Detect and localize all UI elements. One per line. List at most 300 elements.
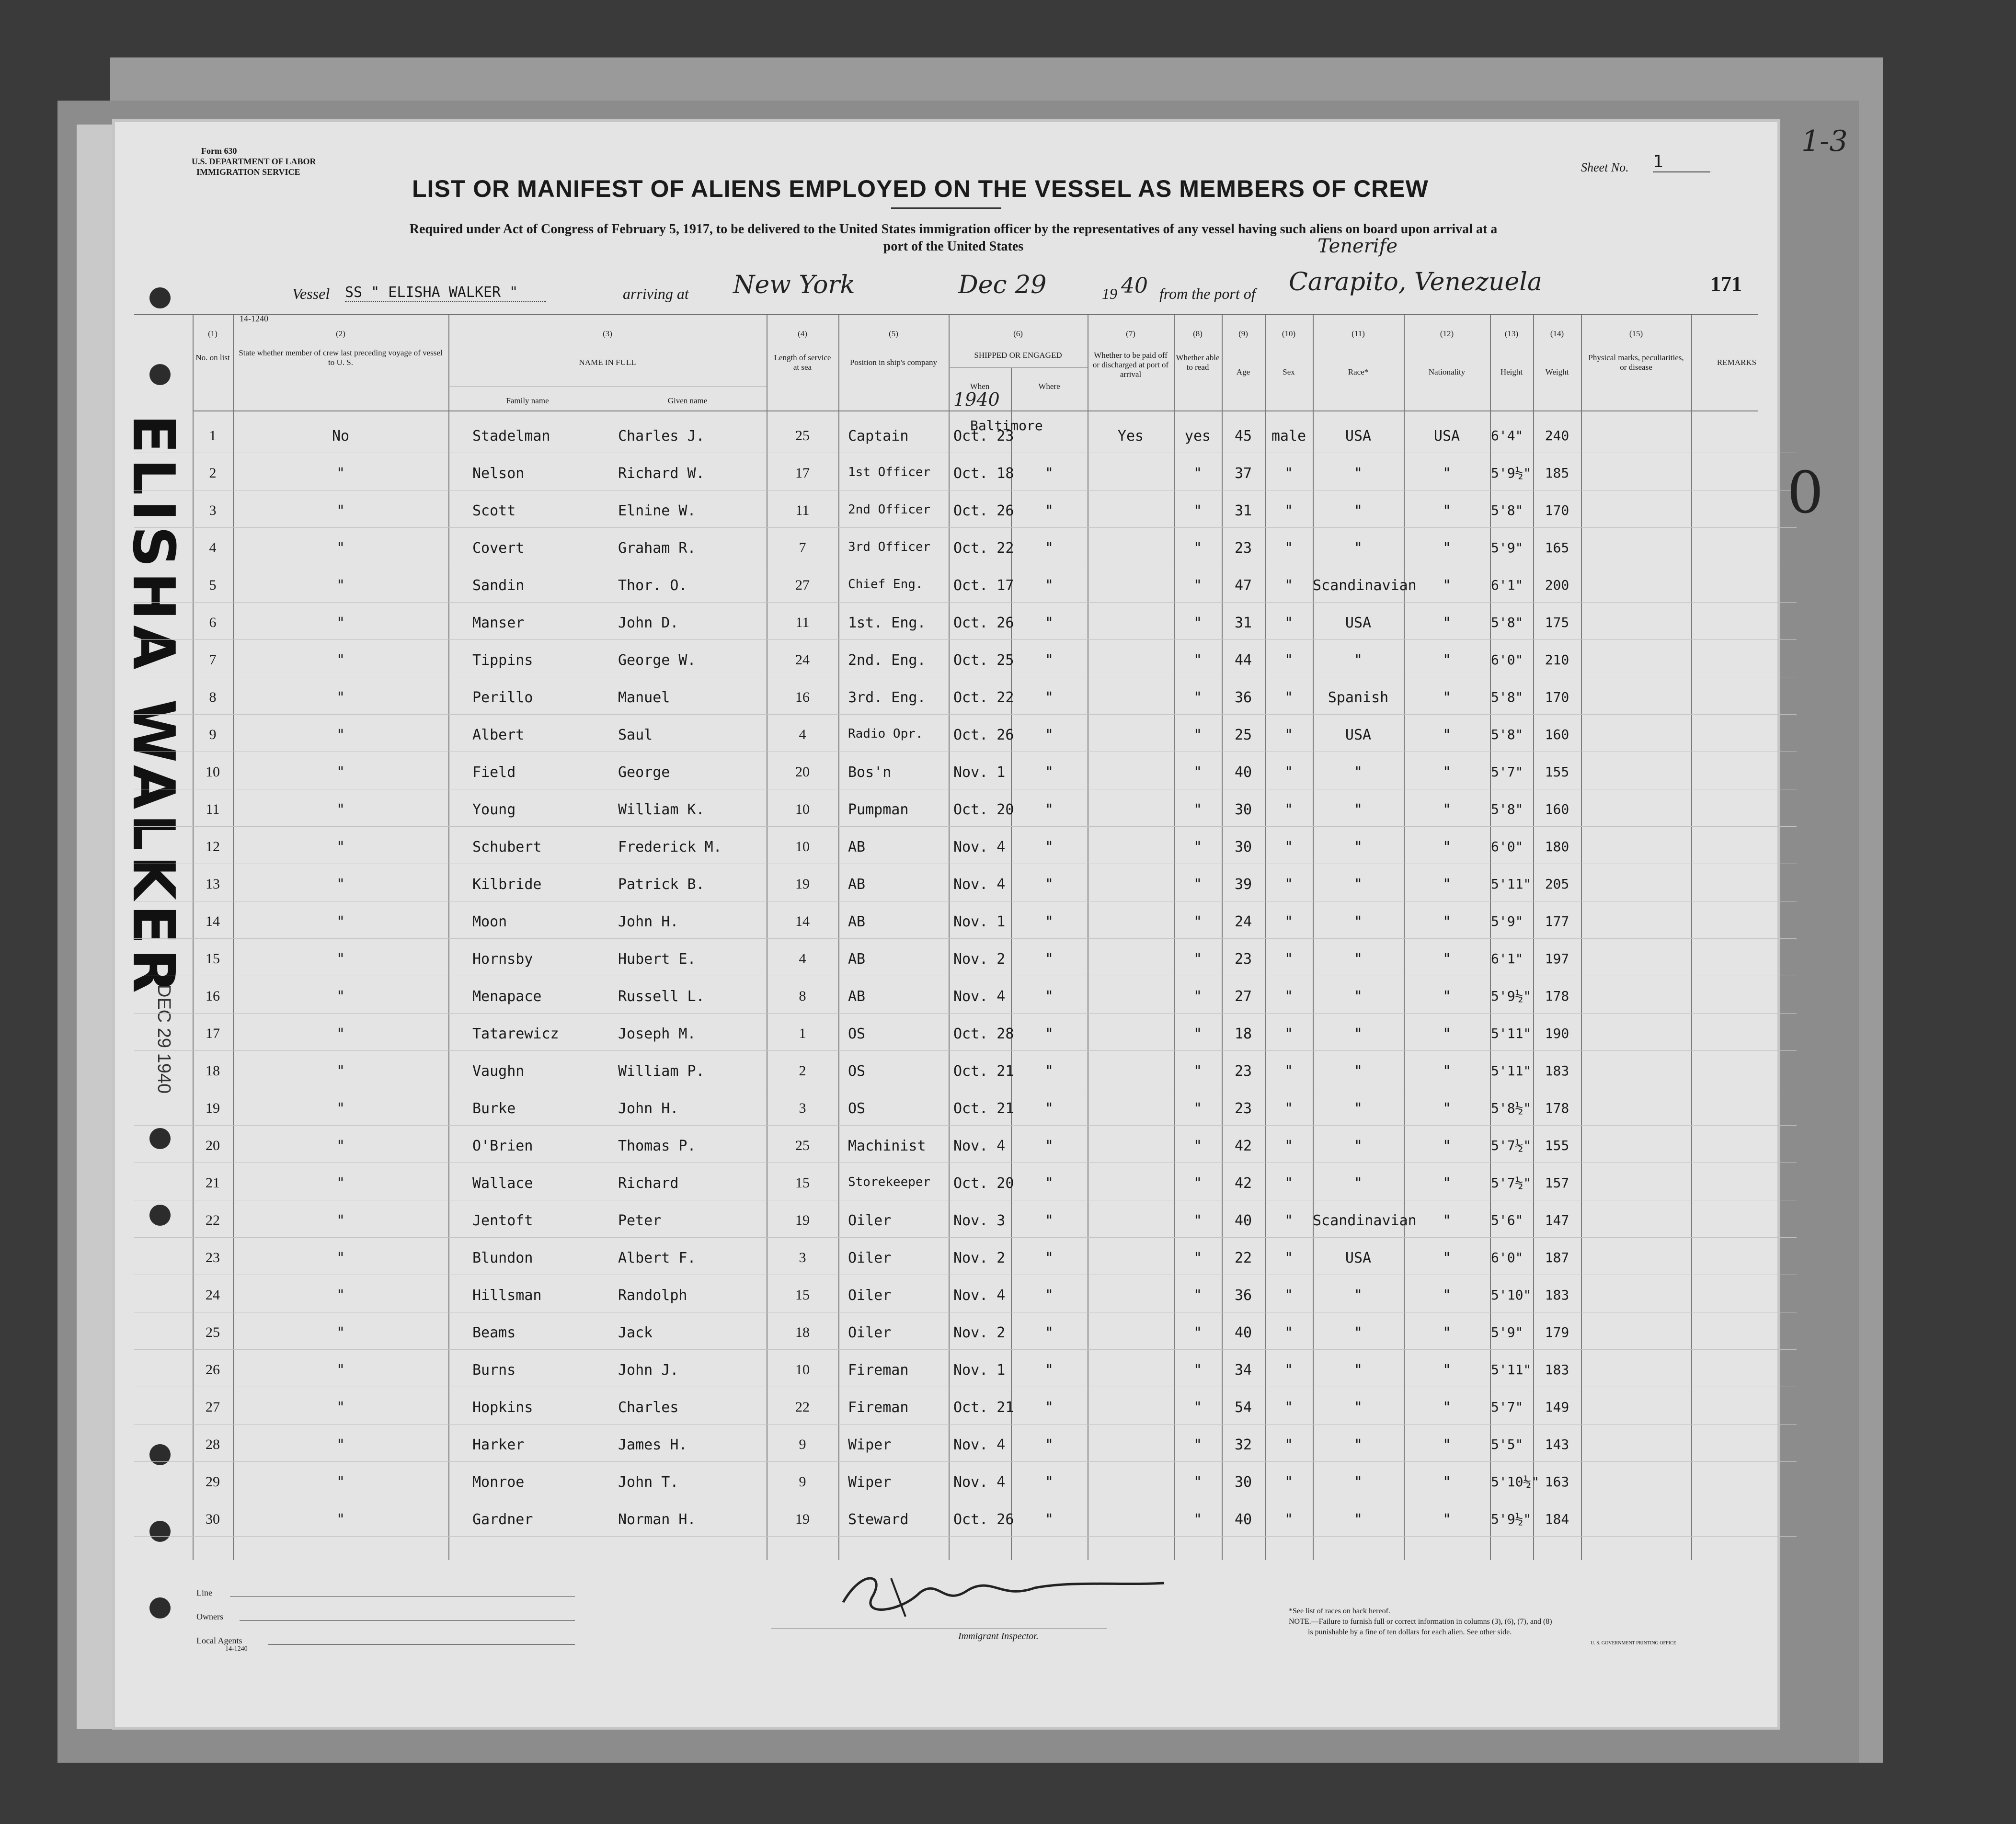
cell-weight: 143 (1545, 1436, 1569, 1452)
cell-read: " (1193, 577, 1203, 594)
cell-given: Richard W. (618, 465, 705, 482)
cell-position: OS (848, 1100, 866, 1117)
cell-age: 30 (1234, 839, 1252, 855)
cell-given: James H. (618, 1436, 687, 1453)
cell-prev: " (336, 1100, 345, 1117)
cell-prev: " (336, 1138, 345, 1154)
cell-sex: " (1284, 1324, 1294, 1341)
cell-sex: " (1284, 540, 1294, 557)
cell-age: 40 (1234, 764, 1252, 781)
table-row (134, 1013, 1797, 1051)
cell-race: Spanish (1328, 689, 1389, 706)
table-row (134, 1050, 1797, 1088)
cell-nat: USA (1433, 428, 1460, 445)
table-row (134, 1237, 1797, 1275)
printer-imprint: U. S. GOVERNMENT PRINTING OFFICE (1591, 1641, 1676, 1646)
cell-family: Burns (472, 1362, 516, 1379)
cell-nat: " (1442, 1511, 1452, 1528)
cell-position: Pumpman (848, 801, 909, 818)
cell-family: Burke (472, 1100, 516, 1117)
cell-position: Wiper (848, 1436, 892, 1453)
from-port-label: from the port of (1159, 285, 1256, 302)
cell-family: Tatarewicz (472, 1026, 559, 1042)
cell-age: 44 (1234, 652, 1252, 669)
cell-service: 3 (799, 1250, 806, 1265)
cell-sex: " (1284, 1138, 1294, 1154)
cell-nat: " (1442, 615, 1452, 631)
cell-given: Charles (618, 1399, 679, 1416)
cell-service: 4 (799, 727, 806, 742)
cell-height: 5'9" (1491, 1324, 1523, 1340)
cell-no: 23 (206, 1250, 220, 1265)
cell-no: 28 (206, 1436, 220, 1452)
cell-service: 10 (795, 839, 810, 855)
cell-when: Oct. 20 (953, 801, 1014, 818)
arriving-label: arriving at (623, 285, 689, 302)
line-label: Line (196, 1588, 212, 1597)
cell-prev: " (336, 652, 345, 669)
cell-service: 25 (795, 428, 810, 444)
cell-height: 5'7½" (1491, 1175, 1532, 1191)
cell-read: " (1193, 988, 1203, 1005)
cell-height: 5'8" (1491, 689, 1523, 705)
cell-weight: 178 (1545, 988, 1569, 1004)
cell-weight: 157 (1545, 1175, 1569, 1191)
cell-given: John J. (618, 1362, 679, 1379)
cell-weight: 177 (1545, 913, 1569, 929)
cell-race: " (1353, 1324, 1363, 1341)
page-title: LIST OR MANIFEST OF ALIENS EMPLOYED ON THE VESSEL AS MEMBERS OF CREW (412, 175, 1429, 202)
cell-race: " (1353, 652, 1363, 669)
cell-prev: " (336, 839, 345, 855)
cell-when: Oct. 22 (953, 689, 1014, 706)
cell-when: Nov. 1 (953, 913, 1006, 930)
cell-race: " (1353, 951, 1363, 968)
cell-service: 24 (795, 652, 810, 668)
cell-position: Storekeeper (848, 1175, 931, 1189)
cell-sex: " (1284, 876, 1294, 893)
cell-service: 1 (799, 1026, 806, 1041)
cell-given: John T. (618, 1474, 679, 1491)
cell-race: " (1353, 1287, 1363, 1304)
cell-sex: " (1284, 1511, 1294, 1528)
cell-age: 40 (1234, 1511, 1252, 1528)
cell-race: USA (1345, 428, 1372, 445)
cell-age: 31 (1234, 502, 1252, 519)
cell-read: " (1193, 1362, 1203, 1379)
cell-family: Hornsby (472, 951, 533, 968)
shipped-year: 1940 (953, 389, 1000, 410)
col-num-8: (8) (1193, 329, 1203, 338)
binder-hole (149, 287, 171, 308)
cell-family: Hillsman (472, 1287, 542, 1304)
cell-where: " (1044, 465, 1054, 482)
date-stamp: DEC 29 1940 (154, 984, 174, 1094)
cell-race: " (1353, 913, 1363, 930)
cell-weight: 197 (1545, 951, 1569, 967)
col-header-sex: Sex (1283, 367, 1295, 376)
cell-family: Young (472, 801, 516, 818)
cell-service: 4 (799, 951, 806, 967)
subtitle-line-2: port of the United States (883, 239, 1024, 254)
cell-given: Jack (618, 1324, 653, 1341)
col-header-paid-off: Whether to be paid off or discharged at port of arrival (1092, 351, 1169, 379)
col-num-6: (6) (1013, 329, 1023, 338)
cell-prev: No (332, 428, 350, 445)
cell-service: 2 (799, 1063, 806, 1079)
cell-read: " (1193, 1436, 1203, 1453)
cell-position: OS (848, 1063, 866, 1080)
handwritten-vessel-name: ELISHA WALKER (120, 414, 186, 998)
local-agents-code: 14-1240 (225, 1645, 248, 1653)
cell-age: 30 (1234, 801, 1252, 818)
cell-read: " (1193, 615, 1203, 631)
table-row (134, 826, 1797, 864)
manifest-sheet (115, 122, 1777, 1727)
cell-given: William P. (618, 1063, 705, 1080)
table-row (134, 565, 1797, 603)
cell-given: Thor. O. (618, 577, 687, 594)
cell-prev: " (336, 502, 345, 519)
cell-height: 6'1" (1491, 577, 1523, 593)
table-row (134, 1387, 1797, 1425)
cell-given: Albert F. (618, 1250, 696, 1266)
cell-prev: " (336, 951, 345, 968)
cell-where: " (1044, 1436, 1054, 1453)
corner-mark: 1-3 (1801, 125, 1848, 158)
cell-where: " (1044, 951, 1054, 968)
cell-weight: 160 (1545, 801, 1569, 817)
cell-service: 18 (795, 1324, 810, 1340)
cell-when: Oct. 20 (953, 1175, 1014, 1192)
col-header-previous-voyage: State whether member of crew last preceding voyage of vessel to U. S. (239, 348, 443, 367)
cell-when: Oct. 23 (953, 428, 1014, 445)
cell-age: 27 (1234, 988, 1252, 1005)
cell-no: 19 (206, 1100, 220, 1116)
cell-age: 37 (1234, 465, 1252, 482)
col-header-race: Race* (1348, 367, 1369, 376)
cell-height: 6'0" (1491, 839, 1523, 855)
cell-weight: 183 (1545, 1063, 1569, 1079)
cell-nat: " (1442, 1399, 1452, 1416)
cell-read: " (1193, 1212, 1203, 1229)
cell-service: 10 (795, 801, 810, 817)
cell-nat: " (1442, 502, 1452, 519)
cell-service: 8 (799, 988, 806, 1004)
form-code: 14-1240 (240, 314, 268, 323)
cell-age: 42 (1234, 1175, 1252, 1192)
inspector-label: Immigrant Inspector. (958, 1631, 1039, 1642)
cell-family: Jentoft (472, 1212, 533, 1229)
cell-height: 6'4" (1491, 428, 1523, 444)
note-races: *See list of races on back hereof. (1289, 1607, 1390, 1615)
cell-service: 3 (799, 1100, 806, 1116)
cell-height: 5'8" (1491, 502, 1523, 518)
cell-prev: " (336, 876, 345, 893)
table-row (134, 1088, 1797, 1126)
cell-prev: " (336, 1474, 345, 1491)
cell-no: 8 (209, 689, 217, 705)
service-label: IMMIGRATION SERVICE (196, 167, 300, 177)
cell-nat: " (1442, 1250, 1452, 1266)
cell-prev: " (336, 1287, 345, 1304)
cell-family: Wallace (472, 1175, 533, 1192)
cell-race: USA (1345, 727, 1372, 743)
cell-read: " (1193, 1287, 1203, 1304)
cell-nat: " (1442, 540, 1452, 557)
cell-weight: 155 (1545, 764, 1569, 780)
cell-race: " (1353, 502, 1363, 519)
cell-height: 5'10" (1491, 1287, 1532, 1303)
cell-race: " (1353, 801, 1363, 818)
cell-family: Monroe (472, 1474, 525, 1491)
cell-nat: " (1442, 727, 1452, 743)
cell-when: Oct. 28 (953, 1026, 1014, 1042)
table-row (134, 1424, 1797, 1462)
cell-family: Beams (472, 1324, 516, 1341)
cell-position: Bos'n (848, 764, 892, 781)
col-header-no: No. on list (195, 353, 230, 362)
table-row (134, 864, 1797, 901)
cell-weight: 147 (1545, 1212, 1569, 1228)
table-row (134, 1499, 1797, 1537)
cell-when: Nov. 4 (953, 1138, 1006, 1154)
cell-where: " (1044, 1138, 1054, 1154)
cell-position: Chief Eng. (848, 577, 923, 592)
cell-height: 5'5" (1491, 1436, 1523, 1452)
table-row (134, 1275, 1797, 1312)
cell-family: Menapace (472, 988, 542, 1005)
cell-race: " (1353, 1138, 1363, 1154)
cell-service: 11 (795, 615, 810, 630)
table-row (134, 415, 1797, 453)
cell-height: 5'9½" (1491, 988, 1532, 1004)
cell-position: Steward (848, 1511, 909, 1528)
cell-race: " (1353, 839, 1363, 855)
cell-when: Nov. 3 (953, 1212, 1006, 1229)
cell-no: 12 (206, 839, 220, 855)
cell-read: " (1193, 1399, 1203, 1416)
cell-where: " (1044, 1026, 1054, 1042)
cell-when: Oct. 21 (953, 1100, 1014, 1117)
cell-read: " (1193, 1138, 1203, 1154)
cell-nat: " (1442, 465, 1452, 482)
cell-position: OS (848, 1026, 866, 1042)
year-suffix: 40 (1121, 274, 1148, 298)
cell-race: Scandinavian (1313, 1212, 1417, 1229)
cell-height: 5'8½" (1491, 1100, 1532, 1116)
cell-no: 20 (206, 1138, 220, 1153)
cell-age: 30 (1234, 1474, 1252, 1491)
cell-service: 19 (795, 1511, 810, 1527)
col-header-given-name: Given name (667, 396, 708, 405)
cell-prev: " (336, 1511, 345, 1528)
cell-given: Norman H. (618, 1511, 696, 1528)
cell-no: 10 (206, 764, 220, 780)
cell-age: 23 (1234, 1100, 1252, 1117)
cell-where: " (1044, 1250, 1054, 1266)
cell-where: " (1044, 1474, 1054, 1491)
cell-given: John H. (618, 1100, 679, 1117)
cell-no: 13 (206, 876, 220, 892)
cell-read: " (1193, 465, 1203, 482)
cell-age: 24 (1234, 913, 1252, 930)
cell-no: 6 (209, 615, 217, 630)
cell-given: Richard (618, 1175, 679, 1192)
cell-race: " (1353, 1063, 1363, 1080)
cell-sex: " (1284, 1026, 1294, 1042)
cell-prev: " (336, 988, 345, 1005)
cell-position: Fireman (848, 1362, 909, 1379)
cell-sex: " (1284, 1287, 1294, 1304)
cell-race: " (1353, 1026, 1363, 1042)
cell-given: Saul (618, 727, 653, 743)
cell-age: 54 (1234, 1399, 1252, 1416)
cell-weight: 155 (1545, 1138, 1569, 1153)
cell-race: " (1353, 764, 1363, 781)
title-underline (891, 207, 1001, 209)
sheet-number: 1 (1653, 152, 1710, 172)
cell-race: " (1353, 465, 1363, 482)
cell-age: 39 (1234, 876, 1252, 893)
cell-height: 6'1" (1491, 951, 1523, 967)
cell-nat: " (1442, 1474, 1452, 1491)
table-row (134, 714, 1797, 752)
col-header-shipped: SHIPPED OR ENGAGED (974, 351, 1062, 360)
cell-family: Gardner (472, 1511, 533, 1528)
cell-sex: " (1284, 1436, 1294, 1453)
form-number: Form 630 (201, 146, 237, 156)
cell-age: 18 (1234, 1026, 1252, 1042)
cell-given: Joseph M. (618, 1026, 696, 1042)
cell-family: Harker (472, 1436, 525, 1453)
table-row (134, 639, 1797, 677)
cell-position: 2nd Officer (848, 502, 931, 517)
cell-no: 14 (206, 913, 220, 929)
note-failure: NOTE.—Failure to furnish full or correct information in columns (3), (6), (7), and (8) (1289, 1618, 1552, 1626)
cell-sex: " (1284, 913, 1294, 930)
col-num-2: (2) (336, 329, 345, 338)
vessel-name: SS " ELISHA WALKER " (345, 284, 546, 302)
cell-family: Albert (472, 727, 525, 743)
cell-family: Kilbride (472, 876, 542, 893)
cell-sex: " (1284, 1250, 1294, 1266)
cell-age: 25 (1234, 727, 1252, 743)
cell-position: Oiler (848, 1212, 892, 1229)
cell-sex: " (1284, 652, 1294, 669)
cell-given: Elnine W. (618, 502, 696, 519)
cell-where: " (1044, 1362, 1054, 1379)
cell-given: George (618, 764, 670, 781)
cell-nat: " (1442, 689, 1452, 706)
cell-height: 5'7½" (1491, 1138, 1532, 1153)
cell-sex: " (1284, 1474, 1294, 1491)
table-row (134, 677, 1797, 715)
cell-height: 5'9½" (1491, 465, 1532, 481)
cell-family: Perillo (472, 689, 533, 706)
subtitle-line-1: Required under Act of Congress of February 5, 1917, to be delivered to the United States immigration officer by the representatives of any vessel having such aliens on board upon arrival at a (409, 222, 1498, 237)
cell-service: 27 (795, 577, 810, 593)
col-num-14: (14) (1550, 329, 1564, 338)
cell-prev: " (336, 577, 345, 594)
cell-weight: 178 (1545, 1100, 1569, 1116)
cell-height: 5'8" (1491, 615, 1523, 630)
local-agents-label: Local Agents (196, 1636, 242, 1645)
cell-prev: " (336, 1212, 345, 1229)
table-row (134, 1312, 1797, 1350)
col-header-where: Where (1038, 382, 1060, 391)
cell-position: Fireman (848, 1399, 909, 1416)
cell-given: Frederick M. (618, 839, 722, 855)
cell-nat: " (1442, 1100, 1452, 1117)
col-header-family-name: Family name (506, 396, 549, 405)
cell-where: " (1044, 727, 1054, 743)
vessel-label: Vessel (292, 285, 330, 302)
table-row (134, 1163, 1797, 1200)
cell-given: George W. (618, 652, 696, 669)
cell-position: Machinist (848, 1138, 926, 1154)
cell-read: " (1193, 540, 1203, 557)
department-label: U.S. DEPARTMENT OF LABOR (192, 157, 316, 166)
cell-weight: 200 (1545, 577, 1569, 593)
cell-no: 3 (209, 502, 217, 518)
cell-race: " (1353, 1100, 1363, 1117)
cell-no: 29 (206, 1474, 220, 1490)
cell-age: 36 (1234, 689, 1252, 706)
cell-no: 25 (206, 1324, 220, 1340)
cell-family: Hopkins (472, 1399, 533, 1416)
cell-sex: " (1284, 764, 1294, 781)
table-row (134, 938, 1797, 976)
cell-weight: 183 (1545, 1287, 1569, 1303)
cell-where: " (1044, 577, 1054, 594)
cell-race: USA (1345, 1250, 1372, 1266)
col-header-remarks: REMARKS (1717, 358, 1757, 367)
cell-sex: " (1284, 988, 1294, 1005)
cell-service: 19 (795, 1212, 810, 1228)
cell-race: " (1353, 1474, 1363, 1491)
cell-nat: " (1442, 913, 1452, 930)
cell-family: Field (472, 764, 516, 781)
cell-where: " (1044, 502, 1054, 519)
col-num-10: (10) (1282, 329, 1296, 338)
cell-when: Nov. 2 (953, 1250, 1006, 1266)
cell-prev: " (336, 801, 345, 818)
table-row (134, 527, 1797, 565)
sheet-number-label: Sheet No. (1581, 160, 1629, 174)
cell-age: 23 (1234, 1063, 1252, 1080)
cell-sex: male (1271, 428, 1306, 445)
cell-family: Nelson (472, 465, 525, 482)
col-num-5: (5) (889, 329, 898, 338)
cell-family: Stadelman (472, 428, 550, 445)
cell-weight: 205 (1545, 876, 1569, 892)
cell-nat: " (1442, 1212, 1452, 1229)
cell-when: Nov. 4 (953, 1287, 1006, 1304)
col-header-name: NAME IN FULL (579, 358, 636, 367)
cell-no: 2 (209, 465, 217, 481)
cell-sex: " (1284, 1362, 1294, 1379)
cell-when: Oct. 17 (953, 577, 1014, 594)
cell-position: Oiler (848, 1250, 892, 1266)
cell-sex: " (1284, 1399, 1294, 1416)
cell-weight: 165 (1545, 540, 1569, 556)
cell-height: 5'8" (1491, 727, 1523, 742)
crew-table (134, 314, 1758, 1694)
cell-service: 17 (795, 465, 810, 481)
cell-when: Nov. 4 (953, 988, 1006, 1005)
year-prefix: 19 (1102, 285, 1117, 302)
